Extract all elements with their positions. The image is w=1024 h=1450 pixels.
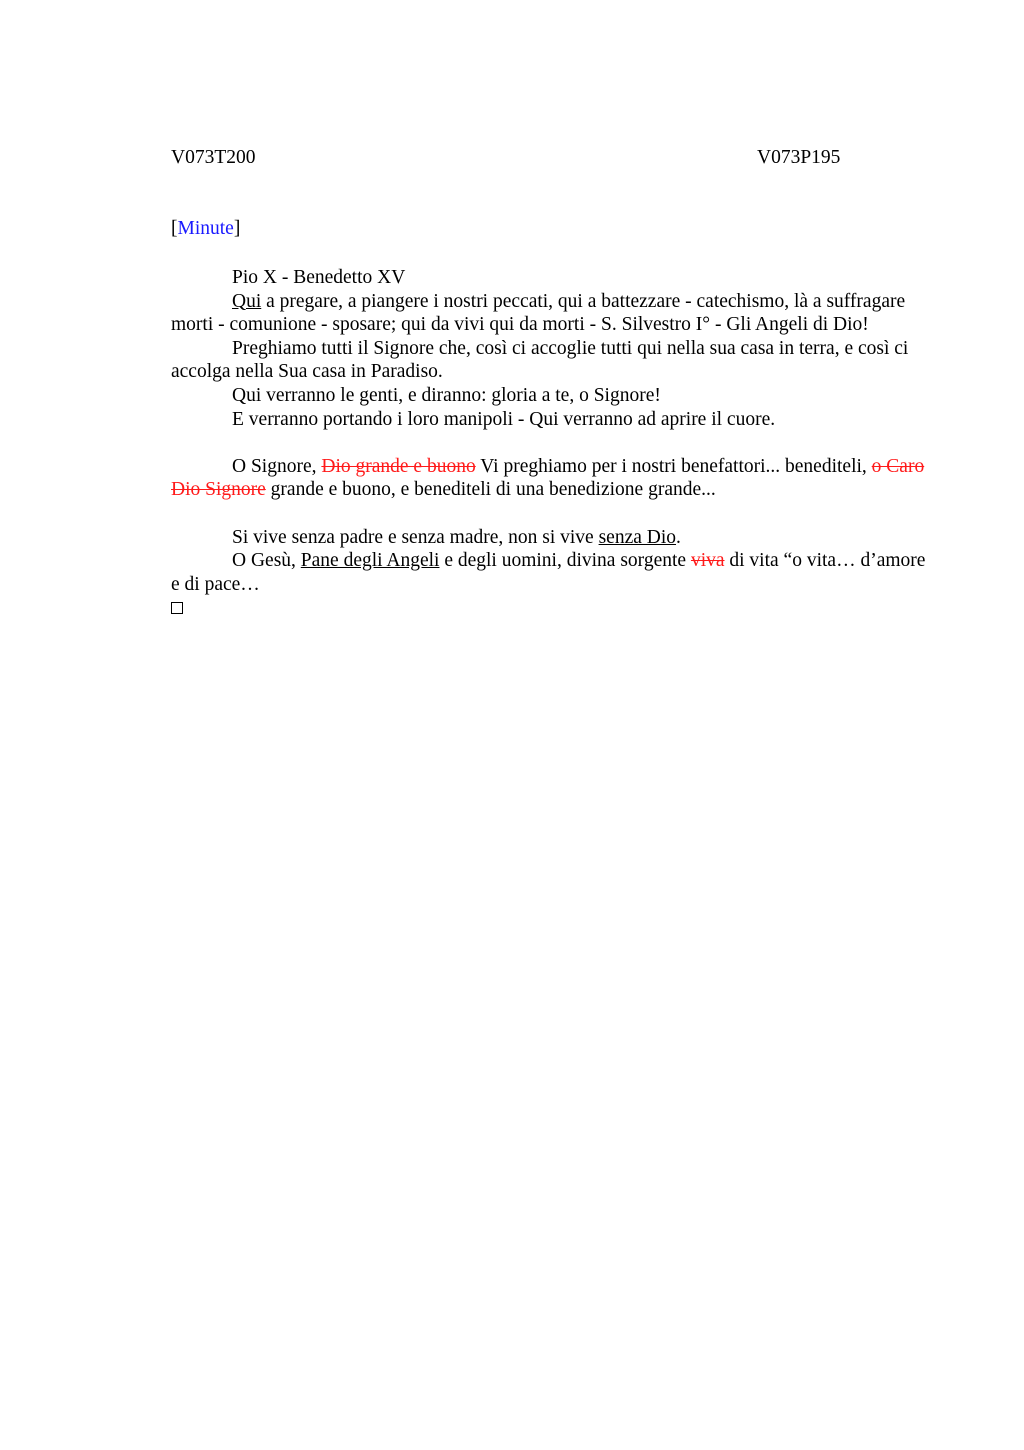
deleted-text: Dio grande e buono xyxy=(321,455,476,477)
underlined-text: Pane degli Angeli xyxy=(300,550,440,572)
open-bracket: [ xyxy=(171,218,178,239)
paragraph-preghiamo: Preghiamo tutti il Signore che, così ci accoglie tutti qui nella sua casa in terra, e così ci accolga nella Sua casa in Paradiso. xyxy=(171,337,909,383)
paragraph-senza-dio xyxy=(171,526,931,550)
paragraph-gesu xyxy=(171,549,931,596)
paragraph-text: di vita “o vita… d’amore e di pace… xyxy=(171,550,926,595)
underlined-text: Qui xyxy=(232,290,262,312)
paragraph-signore xyxy=(171,455,931,502)
paragraph-text: grande e buono, e benediteli di una benedizione grande... xyxy=(265,479,716,501)
paragraph-text: Si vive senza padre e senza madre, non si vive xyxy=(232,526,599,548)
deleted-text: o Caro Dio Signore xyxy=(171,455,925,501)
document-page xyxy=(171,0,931,1450)
header-left-code: V073T200 xyxy=(171,147,256,168)
square-outline-icon xyxy=(171,602,183,614)
document-body xyxy=(171,266,931,621)
underlined-text: senza Dio xyxy=(598,526,677,548)
end-marker-row xyxy=(171,596,931,621)
paragraph-text: e degli uomini, divina sorgente xyxy=(439,550,691,572)
paragraph-qui xyxy=(171,290,931,337)
paragraph-text: . xyxy=(676,526,681,548)
paragraph-title: Pio X - Benedetto XV xyxy=(232,267,406,288)
paragraph-genti: Qui verranno le genti, e diranno: gloria a te, o Signore! xyxy=(232,384,661,406)
close-bracket: ] xyxy=(233,218,241,239)
section-label xyxy=(171,217,240,241)
paragraph-text: O Gesù, xyxy=(232,550,301,572)
paragraph-manipoli: E verranno portando i loro manipoli - Qui verranno ad aprire il cuore. xyxy=(232,408,776,430)
paragraph-text: Vi preghiamo per i nostri benefattori... benediteli, xyxy=(475,455,872,477)
minute-link[interactable]: Minute xyxy=(177,218,234,239)
paragraph-text: O Signore, xyxy=(232,455,322,477)
deleted-text: viva xyxy=(690,550,725,572)
header-right-code: V073P195 xyxy=(757,147,841,168)
paragraph-text: a pregare, a piangere i nostri peccati, qui a battezzare - catechismo, là a suffragare morti - comunione - sposare; qui da vivi qui da morti - S. Silvestro I° - Gli Angeli di Dio! xyxy=(171,290,906,336)
